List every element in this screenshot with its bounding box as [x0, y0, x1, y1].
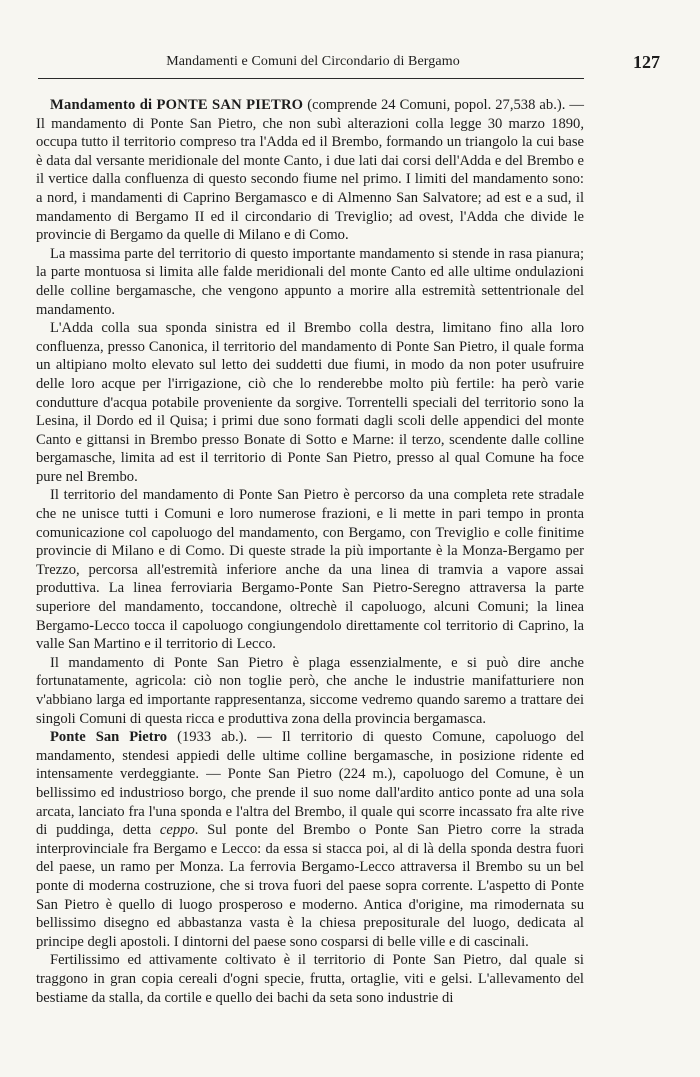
paragraph-text: Il mandamento di Ponte San Pietro è plaga essenzialmente, e si può dire anche fortunatamente, agricola: ciò non toglie però, che anche le industrie manifatturiere non v'abbiano larga ed importante rappresentanza, siccome vedremo quando saremo a trattare dei singoli Comuni di questa ricca e produttiva zona della provincia bergamasca.: [36, 654, 584, 727]
italic-term: ceppo: [159, 822, 195, 839]
paragraph-rete-stradale: [36, 486, 584, 653]
paragraph-territorio: [36, 245, 584, 319]
page-number: 127: [633, 52, 660, 72]
paragraph-text: La massima parte del territorio di questo importante mandamento si stende in rasa pianura; la parte montuosa si limita alle falde meridionali del monte Canto ed alle ultime ondulazioni delle colline bergamasche, che vengono appunto a morire alla estremità settentrionale del mandamento.: [36, 245, 584, 318]
paragraph-fertilissimo: [36, 951, 584, 1007]
paragraph-adda-brembo: [36, 319, 584, 486]
body-text: [36, 96, 584, 1007]
section-heading-mandamento: Mandamento di PONTE SAN PIETRO: [50, 97, 304, 113]
paragraph-text: Il territorio del mandamento di Ponte San Pietro è percorso da una completa rete stradale che ne unisce tutti i Comuni e loro numerose frazioni, e li mette in pari tempo in pronta comunicazione col capoluogo del mandamento, con Bergamo, con Treviglio e colle finitime provincie di Milano e di Como. Di queste strade la più importante è la Monza-Bergamo per Trezzo, percorsa all'estremità inferiore anche da una linea di tramvia a vapore assai produttiva. La linea ferroviaria Bergamo-Ponte San Pietro-Seregno attraversa la parte superiore del mandamento, toccandone, oltrechè il capoluogo, alcuni Comuni; la linea Bergamo-Lecco tocca il capoluogo congiungendolo direttamente col territorio di Caprino, la valle San Martino e il territorio di Lecco.: [36, 487, 584, 653]
header-rule: [38, 78, 584, 79]
header-title: Mandamenti e Comuni del Circondario di Bergamo: [166, 54, 460, 69]
paragraph-ponte-san-pietro: [36, 728, 584, 951]
paragraph-text: (1933 ab.). — Il territorio di questo Comune, capoluogo del mandamento, stendesi appiedi delle ultime colline bergamasche, in posizione ridente ed intensamente verdeggiante. — Ponte San Pietro (224 m.), capoluogo del Comune, è un bellissimo ed industrioso borgo, che prende il suo nome dall'ardito antico ponte ad una sola arcata, lanciato fra l'una sponda e l'altra del Brembo, il quale qui scorre incassato fra alte rive di puddinga, detta: [36, 729, 585, 839]
paragraph-mandamento: [36, 96, 584, 245]
paragraph-text: . Sul ponte del Brembo o Ponte San Pietro corre la strada interprovinciale fra Bergamo e Lecco: da essa si stacca poi, al di là della sponda destra fuori del paese, un ramo per Monza. La ferrovia Bergamo-Lecco attraversa il Brembo su un bel ponte di moderna costruzione, che si trova fuori del paese sopra corrente. L'aspetto di Ponte San Pietro è quello di luogo prosperoso e moderno. Antica d'origine, ma rimodernata su bellissimo disegno ed abbastanza vasta è la chiesa prepositurale del luogo, dedicata al principe degli apostoli. I dintorni del paese sono cosparsi di belle ville e di cascinali.: [36, 822, 585, 950]
section-heading-ponte-san-pietro: Ponte San Pietro: [50, 729, 168, 746]
running-header: [38, 52, 660, 78]
paragraph-text: L'Adda colla sua sponda sinistra ed il Brembo colla destra, limitano fino alla loro confluenza, presso Canonica, il territorio del mandamento di Ponte San Pietro, il quale forma un altipiano molto elevato sul letto dei suddetti due fiumi, in modo da non poter usufruire delle loro acque per l'irrigazione, ciò che lo renderebbe molto più fertile: ha però varie condutture d'acqua potabile proveniente da sorgive. Torrentelli speciali del territorio sono la Lesina, il Dordo ed il Quisa; i primi due sono formati dagli scoli delle appendici del monte Canto e gittansi in Brembo presso Bonate di Sotto e Marne: il terzo, scendente dalle colline bergamasche, limita ad est il territorio di Ponte San Pietro, presso al qual Comune ha foce pure nel Brembo.: [36, 320, 584, 485]
paragraph-agricola: [36, 654, 584, 728]
paragraph-text: (comprende 24 Comuni, popol. 27,538 ab.). — Il mandamento di Ponte San Pietro, che non subì alterazioni colla legge 30 marzo 1890, occupa tutto il territorio compreso tra l'Adda ed il Brembo, formando un triangolo la cui base è data dal versante meridionale del monte Canto, i due lati dai corsi dell'Adda e del Brembo e il vertice dalla confluenza di questo secondo fiume nel primo. I limiti del mandamento sono: a nord, i mandamenti di Caprino Bergamasco e di Almenno San Salvatore; ad est e a sud, il mandamento di Bergamo II ed il circondario di Treviglio; ad ovest, l'Adda che divide le provincie di Bergamo da quelle di Milano e di Como.: [36, 97, 584, 244]
paragraph-text: Fertilissimo ed attivamente coltivato è il territorio di Ponte San Pietro, dal quale si traggono in gran copia cereali d'ogni specie, frutta, ortaglie, viti e gelsi. L'allevamento del bestiame da stalla, da cortile e quello dei bachi da seta sono industrie di: [36, 952, 584, 1006]
